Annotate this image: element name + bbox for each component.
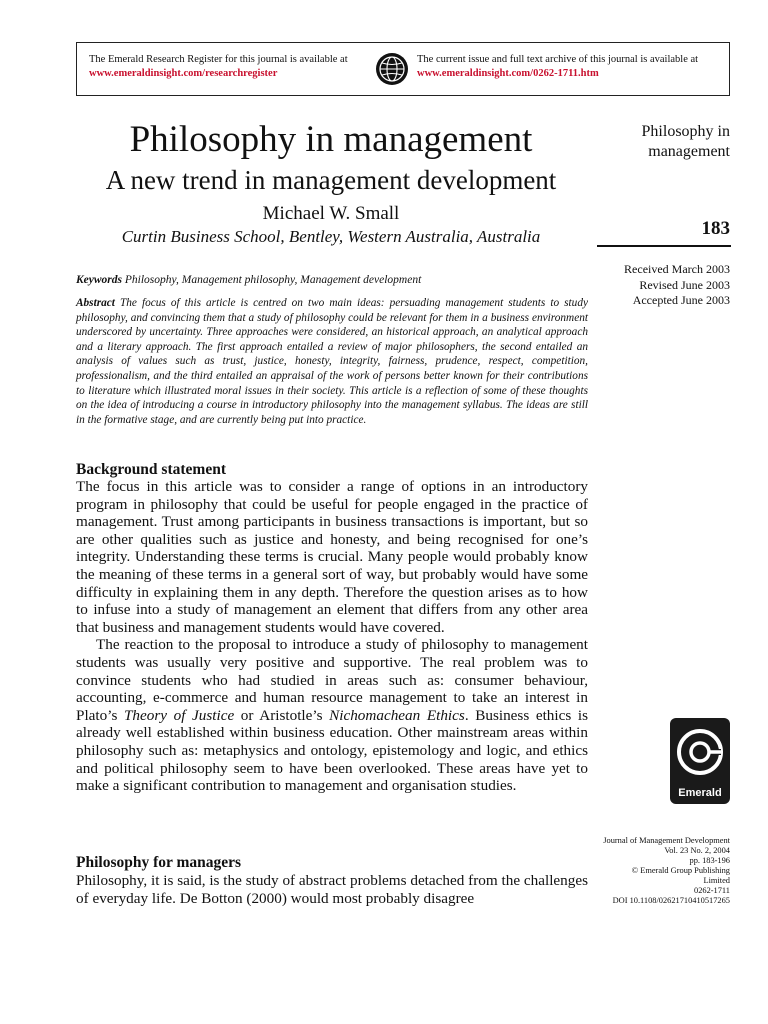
- author-name: Michael W. Small: [262, 203, 400, 224]
- journal-issn: 0262-1711: [694, 886, 730, 895]
- keywords: [76, 272, 588, 288]
- keywords-text: Philosophy, Management philosophy, Management development: [124, 274, 422, 286]
- accepted-date: Accepted June 2003: [632, 293, 730, 307]
- work-title: Nichomachean Ethics: [329, 706, 465, 724]
- section-body-philosophy: [76, 872, 588, 907]
- journal-publisher-limited: Limited: [703, 876, 730, 885]
- register-right-text: The current issue and full text archive of this journal is available at: [417, 54, 699, 65]
- journal-doi: DOI 10.1108/02621710410517265: [612, 896, 730, 905]
- article-title: Philosophy in management: [129, 119, 533, 160]
- globe-icon: [375, 52, 409, 86]
- author-affiliation: Curtin Business School, Bentley, Western Australia, Australia: [121, 227, 541, 246]
- work-title: Theory of Justice: [123, 706, 235, 724]
- body-text: or Aristotle’s: [234, 706, 330, 724]
- abstract-text: The focus of this article is centred on two main ideas: persuading management students to study philosophy, and convincing them that a study of philosophy could be relevant for them in a business environment underscored by uncertainty. Three approaches were considered, an historical approach, an analytical approach and a literary approach. The first approach entailed a review of major philosophers, the second entailed an analysis of values such as trust, justice, honesty, integrity, fairness, prudence, respect, competition, professionalism, and the third entailed an appraisal of the work of persons better known for their contributions to literature which illustrated moral issues in their society. This article is a reflection of some of these thoughts on the idea of introducing a course in introductory philosophy into the management syllabus. The ideas are still in the formative stage, and are currently being put into practice.: [76, 297, 588, 426]
- section-heading-background: Background statement: [76, 461, 226, 478]
- register-left-link[interactable]: www.emeraldinsight.com/researchregister: [89, 68, 278, 79]
- keywords-label: Keywords: [76, 274, 122, 286]
- article-subtitle: A new trend in management development: [105, 165, 557, 195]
- page-number: 183: [701, 218, 730, 239]
- body-paragraph: The focus in this article was to consider a range of options in an introductory program in philosophy that could be useful for people engaged in the practice of management. Trust among participants in business transactions is important, but so are other qualities such as justice and honesty, and being recognised for one’s integrity. Understanding these terms is crucial. Many people would probably know the meaning of these terms in a general sort of way, but probably would have some difficulty in explaining them in any depth. Therefore the question arises as to how to infuse into a study of management an element that differs from any other area that business and management students would have covered.: [76, 478, 588, 636]
- running-title: Philosophy in management: [641, 123, 730, 160]
- page-number-rule: [597, 245, 731, 247]
- journal-volume: Vol. 23 No. 2, 2004: [664, 846, 730, 855]
- register-right-link[interactable]: www.emeraldinsight.com/0262-1711.htm: [417, 68, 599, 79]
- received-date: Received March 2003: [624, 262, 730, 276]
- journal-citation: [560, 836, 730, 906]
- emerald-e-icon: [670, 718, 730, 784]
- emerald-logo-label: Emerald: [678, 787, 722, 799]
- body-paragraph: [76, 636, 588, 794]
- body-text: The reaction to the proposal to introduce a study of philosophy to management students was usually very positive and supportive. The real problem was to convince students who had studied in areas such as: consumer behaviour, accounting, e-commerce and human resource management to take an interest in Plato’s: [76, 636, 588, 724]
- journal-pages: pp. 183-196: [689, 856, 730, 865]
- register-right-notice: [417, 53, 727, 81]
- abstract-label: Abstract: [76, 297, 115, 309]
- register-left-notice: [89, 53, 379, 81]
- research-register-box: [76, 42, 730, 96]
- section-body-background: [76, 478, 588, 795]
- body-text: . Business ethics is already well established within business education. Other mainstream areas within philosophy such as: metaphysics and ontology, epistemology and logic, and ethics and political philosophy seem to have been overlooked. These areas have yet to make a significant contribution to management and organisation studies.: [76, 706, 588, 795]
- section-heading-philosophy: Philosophy for managers: [76, 854, 242, 871]
- body-paragraph: Philosophy, it is said, is the study of abstract problems detached from the challenges of everyday life. De Botton (2000) would most probably disagree: [76, 872, 588, 907]
- register-left-text: The Emerald Research Register for this journal is available at: [89, 54, 348, 65]
- submission-dates: [580, 262, 730, 309]
- revised-date: Revised June 2003: [639, 277, 730, 292]
- abstract: [76, 296, 588, 427]
- journal-name: Journal of Management Development: [603, 836, 730, 845]
- journal-copyright: © Emerald Group Publishing: [631, 866, 730, 875]
